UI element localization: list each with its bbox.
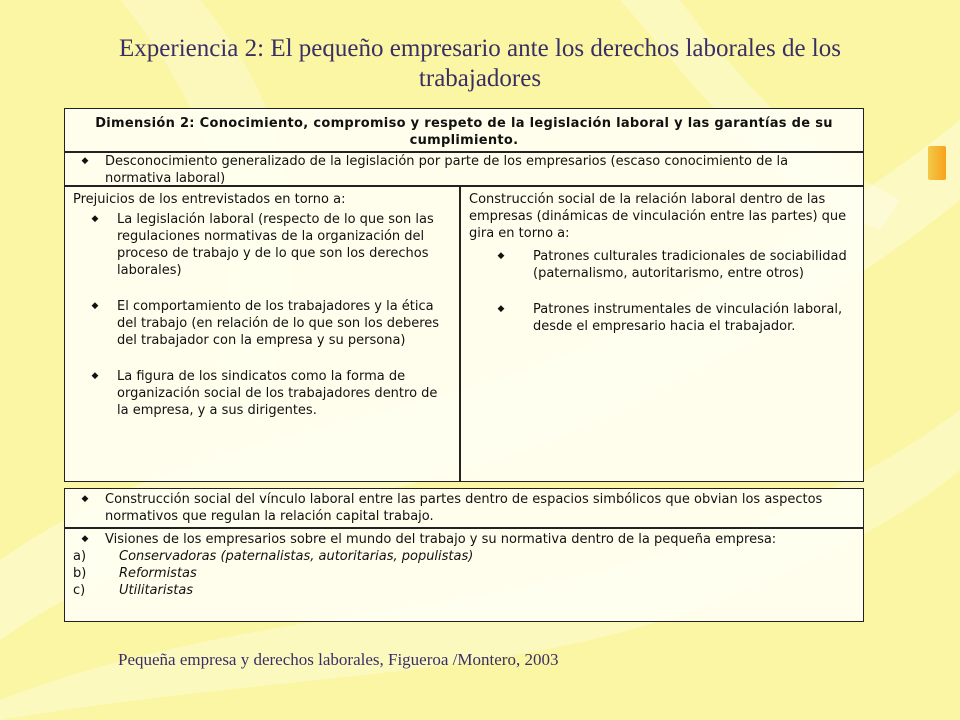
list-marker: c) bbox=[73, 583, 86, 598]
left-column bbox=[64, 186, 460, 482]
left-item bbox=[73, 298, 451, 349]
row-3-text: Construcción social del vínculo laboral entre las partes dentro de espacios simbólicos que obvian los aspectos normativos que regulan la relación capital trabajo. bbox=[105, 492, 823, 524]
right-item-text: Patrones culturales tradicionales de sociabilidad (paternalismo, autoritarismo, entre otros) bbox=[533, 249, 847, 281]
right-item bbox=[469, 301, 855, 335]
right-item bbox=[469, 248, 855, 282]
row-1 bbox=[64, 152, 864, 186]
row-3 bbox=[64, 488, 864, 528]
bullet-icon: ◆ bbox=[91, 214, 99, 224]
left-item-text: La figura de los sindicatos como la forma de organización social de los trabajadores dentro de la empresa, y a sus dirigentes. bbox=[117, 369, 438, 418]
bullet-icon: ◆ bbox=[497, 304, 505, 314]
bullet-icon: ◆ bbox=[497, 251, 505, 261]
list-text: Utilitaristas bbox=[119, 583, 194, 598]
left-item-text: La legislación laboral (respecto de lo que son las regulaciones normativas de la organización del proceso de trabajo y de lo que son los derechos laborales) bbox=[117, 212, 434, 278]
list-item bbox=[65, 565, 863, 582]
right-intro: Construcción social de la relación laboral dentro de las empresas (dinámicas de vinculación entre las partes) que gira en torno a: bbox=[469, 192, 847, 241]
bullet-icon: ◆ bbox=[81, 156, 89, 166]
slide-title: Experiencia 2: El pequeño empresario ante los derechos laborales de los trabajadores bbox=[119, 35, 841, 92]
dimension-header bbox=[64, 108, 864, 152]
row-1-text: Desconocimiento generalizado de la legislación por parte de los empresarios (escaso conocimiento de la normativa laboral) bbox=[105, 154, 789, 186]
bullet-icon: ◆ bbox=[91, 371, 99, 381]
left-intro: Prejuicios de los entrevistados en torno a: bbox=[73, 192, 346, 207]
right-column bbox=[460, 186, 864, 482]
bullet-icon: ◆ bbox=[91, 301, 99, 311]
list-item bbox=[65, 582, 863, 599]
list-text: Reformistas bbox=[119, 566, 197, 581]
row-4-intro: Visiones de los empresarios sobre el mundo del trabajo y su normativa dentro de la pequeña empresa: bbox=[105, 532, 777, 547]
bullet-icon: ◆ bbox=[81, 534, 89, 544]
left-item bbox=[73, 211, 451, 279]
right-item-text: Patrones instrumentales de vinculación laboral, desde el empresario hacia el trabajador. bbox=[533, 302, 843, 334]
caption: Pequeña empresa y derechos laborales, Figueroa /Montero, 2003 bbox=[118, 650, 559, 669]
list-marker: a) bbox=[73, 549, 87, 564]
dimension-text: Dimensión 2: Conocimiento, compromiso y respeto de la legislación laboral y las garantías de su cumplimiento. bbox=[95, 116, 833, 148]
left-item bbox=[73, 368, 451, 419]
row-4 bbox=[64, 528, 864, 622]
list-marker: b) bbox=[73, 566, 87, 581]
left-item-text: El comportamiento de los trabajadores y la ética del trabajo (en relación de lo que son los deberes del trabajador con la empresa y su persona) bbox=[117, 299, 440, 348]
decorative-tab bbox=[928, 146, 946, 180]
list-text: Conservadoras (paternalistas, autoritarias, populistas) bbox=[119, 549, 474, 564]
bullet-icon: ◆ bbox=[81, 494, 89, 504]
list-item bbox=[65, 548, 863, 565]
